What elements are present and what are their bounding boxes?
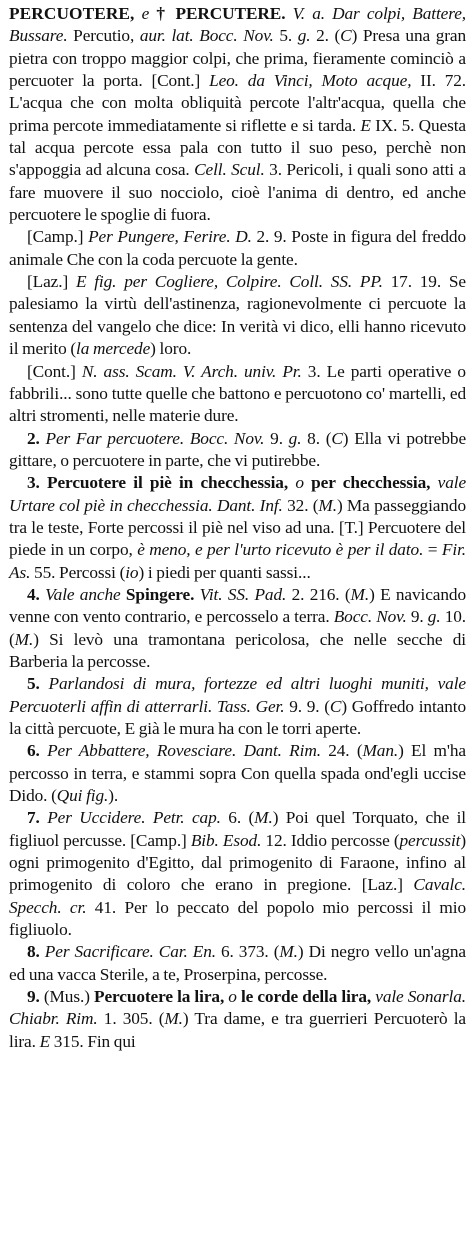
italic-text: vale Sonarla. Chiabr. Rim.: [9, 987, 466, 1029]
italic-text: M.: [14, 629, 34, 649]
italic-text: Per Uccidere. Petr. cap.: [39, 808, 221, 828]
roman-text: 6. (: [220, 808, 255, 828]
italic-text: Parlandosi di mura, fortezze ed altri luoghi muniti, vale Percuoterli affin di atterrarli. Tass. Ger.: [9, 674, 466, 716]
bold-text: 4.: [27, 584, 40, 604]
italic-text: g.: [292, 26, 311, 46]
italic-text: C: [329, 696, 342, 716]
sense-figurative-cogliere: [9, 271, 466, 360]
italic-text: M.: [164, 1009, 183, 1029]
italic-text: g.: [282, 428, 302, 448]
roman-text: 9.: [406, 607, 424, 627]
roman-text: ) Ella vi potrebbe gittare, o percuotere in parte, che vi putirebbe.: [9, 428, 467, 470]
italic-text: o: [288, 473, 312, 493]
italic-text: Per Sacrificare. Car. En.: [39, 942, 216, 962]
italic-text: Cell. Scul.: [194, 160, 265, 180]
roman-text: 41. Per lo peccato del popolo mio percossi il mio figliuolo.: [9, 897, 466, 940]
roman-text: ) Ma passeggiando tra le teste, Forte percossi il piè nel viso ad una. [T.] Percuotere del piede in un corpo,: [9, 495, 466, 560]
sense-3-percuotere-il-pie: [9, 472, 466, 584]
italic-text: M.: [254, 808, 273, 828]
sense-2-far-percuotere: [9, 428, 466, 473]
roman-text: ) Poi quel Torquato, che il figliuol percusse. [Camp.]: [9, 808, 467, 850]
italic-text: M.: [318, 495, 337, 515]
italic-text: E fig. per Cogliere, Colpire. Coll. SS. PP.: [75, 272, 383, 292]
roman-text: 10. (: [9, 607, 467, 649]
bold-text: 2.: [27, 428, 40, 448]
sense-neutral-absolute: [9, 361, 466, 428]
roman-text: (Mus.): [39, 987, 94, 1007]
italic-text: E: [360, 115, 371, 135]
italic-text: N. ass. Scam. V. Arch. univ. Pr.: [81, 361, 302, 381]
roman-text: ) Si levò una tramontana pericolosa, che nelle secche di Barberia la percosse.: [9, 629, 466, 671]
italic-text: aur. lat. Bocc. Nov.: [134, 26, 274, 46]
roman-text: 17. 19. Se palesiamo la virtù dell'astinenza, ragionevolmente ci percuote la sentenza del vangelo che dice: In verità vi dico, elli hanno ricevuto il merito (: [9, 272, 466, 359]
roman-text: 315. Fin qui: [50, 1031, 136, 1051]
italic-text: la mercede: [76, 339, 151, 359]
roman-text: II. 72. L'acqua che con molta obliquità percote l'altr'acqua, quella che prima percote immediatamente si riflette e si tarda.: [9, 71, 467, 135]
roman-text: ) loro.: [150, 339, 192, 359]
roman-text: 9. 9. (: [284, 696, 330, 716]
bold-text: 5.: [27, 674, 40, 694]
roman-text: 9.: [264, 428, 283, 448]
dictionary-entry-percuotere: [9, 3, 466, 1053]
italic-text: o: [224, 987, 241, 1007]
roman-text: 8. (: [301, 428, 332, 448]
roman-text: ) E navicando venne con vento contrario, e percosselo a terra.: [9, 584, 466, 627]
roman-text: IX. 5. Questa tal acqua percote essa pala con tutto il suo peso, perchè non s'appoggia ad alcuna cosa.: [9, 115, 466, 180]
sense-7-uccidere: [9, 807, 466, 941]
italic-text: Cavalc. Specch. cr.: [9, 875, 466, 917]
roman-text: 2. 216. (: [286, 584, 351, 604]
italic-text: e: [134, 4, 157, 23]
roman-text: 5.: [273, 26, 293, 46]
roman-text: 24. (: [320, 741, 363, 761]
roman-text: ) i piedi per quanti sassi...: [138, 562, 311, 582]
roman-text: [Laz.]: [27, 272, 76, 292]
italic-text: Qui fig.: [56, 786, 109, 806]
roman-text: ) Di negro vello un'agna ed una vacca Sterile, a te, Proserpina, percosse.: [9, 942, 467, 984]
italic-text: E: [39, 1031, 51, 1051]
sense-pungere-ferire: [9, 226, 466, 271]
italic-text: C: [331, 428, 343, 448]
italic-text: V. a. Dar colpi, Battere, Bussare.: [9, 4, 467, 46]
italic-text: C: [340, 26, 352, 46]
italic-text: vale Urtare col piè in checchessia. Dant. Inf.: [9, 473, 467, 515]
roman-text: Percutio,: [67, 26, 135, 46]
roman-text: [Camp.]: [27, 227, 89, 247]
bold-text: Percuotere la lira,: [93, 987, 225, 1007]
italic-text: Per Pungere, Ferire. D.: [88, 227, 252, 247]
bold-text: PERCUOTERE,: [9, 4, 135, 23]
bold-text: 9.: [27, 987, 40, 1007]
italic-text: percussit: [399, 830, 461, 850]
bold-text: 8.: [27, 942, 40, 962]
italic-text: Per Far percuotere. Bocc. Nov.: [39, 428, 265, 448]
roman-text: [Cont.]: [27, 361, 82, 381]
italic-text: M.: [279, 942, 298, 962]
roman-text: 3. Pericoli, i quali sono atti a fare muovere il suo nocciolo, cioè l'anima di dentro, ed anche percuotere le spoglie di fuora.: [9, 160, 466, 225]
italic-text: Vit. SS. Pad.: [194, 584, 287, 604]
roman-text: 3. Le parti operative o fabbrili... sono tutte quelle che battono e percuotono co' martelli, ed altri stromenti, nelle materie dure.: [9, 361, 466, 426]
roman-text: ) Tra dame, e tra guerrieri Percuoterò la lira.: [9, 1009, 466, 1051]
italic-text: Vale anche: [39, 584, 121, 604]
sense-9-percuotere-la-lira: [9, 986, 466, 1053]
roman-text: ) El m'ha percosso in terra, e stammi sopra Con quella spada ond'egli uccise Dido. (: [9, 741, 466, 806]
roman-text: 2. (: [310, 26, 341, 46]
sense-4-spingere: [9, 584, 466, 673]
roman-text: 32. (: [282, 495, 319, 515]
roman-text: 6. 373. (: [215, 942, 280, 962]
bold-text: 6.: [27, 741, 40, 761]
roman-text: 55. Percossi (: [30, 562, 126, 582]
italic-text: io: [125, 562, 139, 582]
italic-text: M.: [350, 584, 370, 604]
roman-text: 1. 305. (: [97, 1009, 165, 1029]
italic-text: g.: [423, 607, 441, 627]
roman-text: ).: [108, 786, 119, 806]
bold-text: 7.: [27, 808, 40, 828]
roman-text: 2. 9. Poste in figura del freddo animale Che con la coda percuote la gente.: [9, 227, 466, 269]
entry-headword-paragraph: [9, 3, 466, 226]
bold-text: Spingere.: [120, 584, 195, 604]
roman-text: ) Presa una gran pietra con troppo maggior colpi, che prima, fieramente cominciò a percuoter la porta. [Cont.]: [9, 26, 467, 91]
sense-5-mura-fortezze: [9, 673, 466, 740]
roman-text: ) ogni primogenito d'Egitto, dal primogenito di Faraone, infino al primogenito di coloro che erano in pregione. [Laz.]: [9, 830, 467, 895]
italic-text: Bib. Esod.: [190, 830, 262, 850]
italic-text: Per Abbattere, Rovesciare. Dant. Rim.: [39, 741, 321, 761]
italic-text: è meno, e per l'urto ricevuto è per il dato.: [137, 540, 424, 560]
bold-text: † PERCUTERE.: [156, 4, 286, 23]
italic-text: Bocc. Nov.: [333, 607, 407, 627]
italic-text: Leo. da Vinci, Moto acque,: [209, 71, 412, 91]
italic-text: Fir. As.: [9, 540, 466, 582]
bold-text: per checchessia,: [311, 473, 431, 493]
sense-8-sacrificare: [9, 941, 466, 986]
roman-text: =: [423, 540, 442, 560]
bold-text: 3. Percuotere il piè in checchessia,: [27, 473, 289, 493]
sense-6-abbattere: [9, 740, 466, 807]
bold-text: le corde della lira,: [240, 987, 372, 1007]
roman-text: ) Goffredo intanto la città percuote, E già le mura ha con le torri aperte.: [9, 696, 467, 738]
roman-text: 12. Iddio percosse (: [261, 830, 400, 850]
italic-text: Man.: [362, 741, 399, 761]
